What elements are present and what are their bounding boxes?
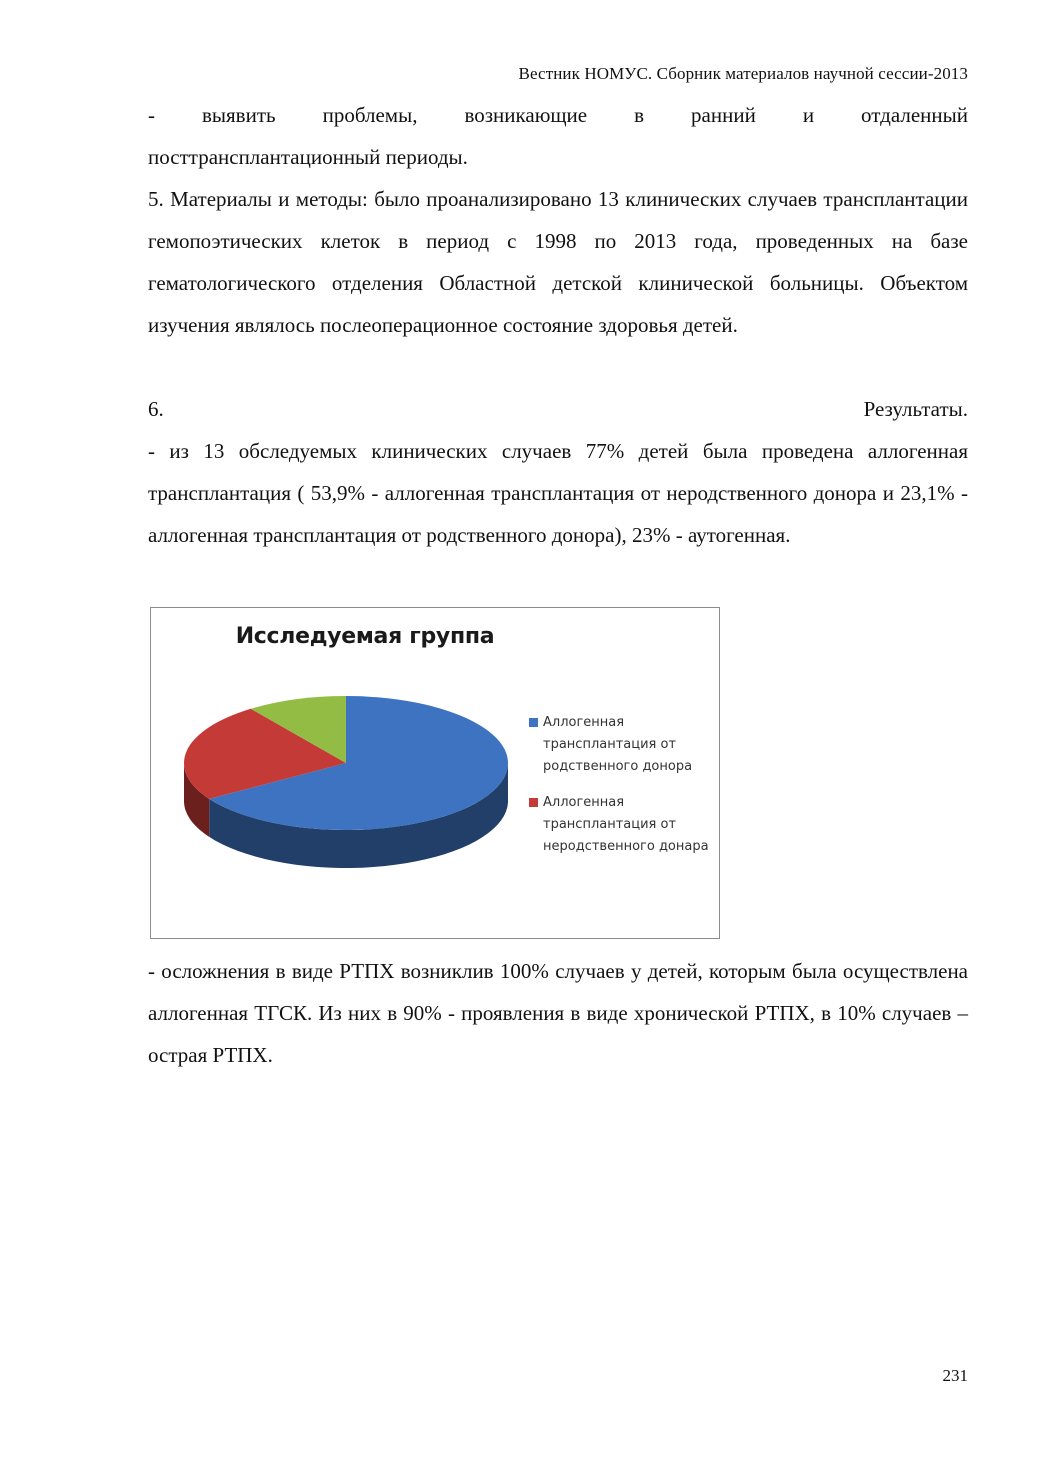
results-number: 6. [148, 397, 164, 421]
legend-swatch-blue [529, 718, 538, 727]
legend-label: Аллогенная трансплантация от неродственного донара [543, 795, 709, 854]
legend-swatch-red [529, 798, 538, 807]
legend-item-related-donor [529, 712, 709, 778]
results-label: Результаты. [863, 397, 968, 421]
goal-line-continued: посттрансплантационный периоды. [148, 145, 468, 169]
pie-chart [150, 607, 720, 939]
chart-legend [529, 712, 709, 872]
results-heading [148, 388, 968, 430]
running-header: Вестник НОМУС. Сборник материалов научной сессии-2013 [518, 64, 968, 83]
results-paragraph-2: - осложнения в виде РТПХ возниклив 100% случаев у детей, которым была осуществлена аллогенная ТГСК. Из них в 90% - проявления в виде хронической РТПХ, в 10% случаев – острая РТПХ. [148, 959, 968, 1067]
page-number: 231 [942, 1366, 968, 1385]
results-paragraph-1: - из 13 обследуемых клинических случаев 77% детей была проведена аллогенная трансплантация ( 53,9% - аллогенная трансплантация от неродственного донора и 23,1% - аллогенная трансплантация от родственного донора), 23% - аутогенная. [148, 439, 968, 547]
methods-paragraph: 5. Материалы и методы: было проанализировано 13 клинических случаев трансплантации гемопоэтических клеток в период с 1998 по 2013 года, проведенных на базе гематологического отделения Областной детской клинической больницы. Объектом изучения являлось послеоперационное состояние здоровья детей. [148, 187, 968, 337]
pie-slices [184, 696, 508, 830]
legend-label: Аллогенная трансплантация от родственного донора [543, 715, 693, 774]
goal-line: - выявить проблемы, возникающие в ранний и отдаленный [148, 103, 968, 127]
pie-chart-canvas [181, 688, 511, 898]
chart-title: Исследуемая группа [235, 624, 495, 649]
legend-item-unrelated-donor [529, 792, 709, 858]
